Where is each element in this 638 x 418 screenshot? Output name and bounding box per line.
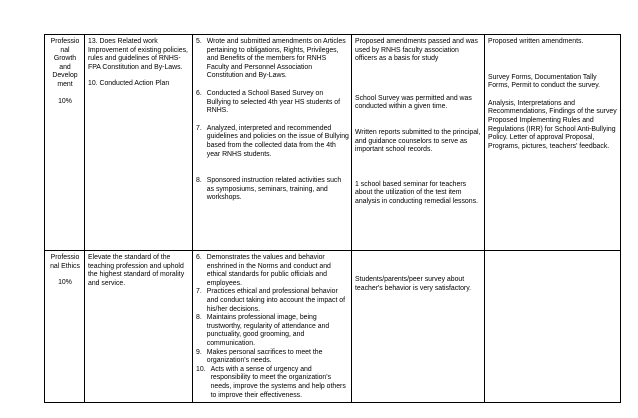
objective-text: 10. Conducted Action Plan	[88, 80, 170, 88]
area-cell	[45, 35, 85, 251]
activities-cell	[193, 35, 352, 251]
evidence-text: Proposed written amendments.	[488, 38, 584, 45]
activity-number: 7.	[196, 124, 202, 132]
area-text: and	[59, 63, 71, 71]
activity-number: 6.	[196, 89, 202, 97]
results-cell	[352, 251, 485, 403]
area-text: ment	[57, 80, 73, 88]
area-cell	[45, 251, 85, 403]
activity-number: 10.	[196, 365, 206, 373]
objectives-cell	[85, 35, 193, 251]
result-text: Students/parents/peer survey about teacher's behavior is very satisfactory.	[355, 276, 472, 292]
activity-item	[196, 125, 349, 159]
area-text: Professio	[50, 38, 80, 45]
performance-table	[44, 34, 621, 403]
area-text: Growth	[53, 55, 77, 63]
result-text: Proposed amendments passed and was used by RNHS faculty association officers as a basis for study	[355, 38, 478, 63]
activity-item	[196, 349, 349, 366]
area-text: Develop	[52, 72, 78, 80]
results-cell	[352, 35, 485, 251]
activity-item	[196, 38, 349, 81]
objectives-cell	[85, 251, 193, 403]
result-text: 1 school based seminar for teachers about the utilization of the test item analysis in conducting remedial lessons.	[355, 180, 478, 205]
evidence-cell	[485, 35, 621, 251]
weight-percent: 10%	[58, 97, 72, 105]
activity-item	[196, 254, 349, 288]
area-text: Professio	[50, 254, 80, 261]
activity-text: Sponsored instruction related activities such as symposiums, seminars, training, and workshops.	[206, 177, 342, 202]
activity-text: Conducted a School Based Survey on Bullying to selected 4th year HS students of RNHS.	[206, 89, 341, 115]
activity-item	[196, 314, 349, 348]
activity-number: 8.	[196, 177, 202, 185]
activity-number: 5.	[196, 38, 202, 45]
evidence-cell	[485, 251, 621, 403]
activity-item	[196, 288, 349, 314]
objective-text: 13. Does Related work Improvement of existing policies, rules and guidelines of RNHS-FPA Constitution and By-Laws.	[88, 38, 188, 71]
activity-number: 6.	[196, 254, 202, 261]
activity-text: Makes personal sacrifices to meet the organization's needs.	[206, 348, 323, 365]
activity-item	[196, 90, 349, 116]
objective-text: Elevate the standard of the teaching profession and uphold the highest standard of morality and service.	[88, 254, 185, 287]
activity-number: 9.	[196, 348, 202, 356]
table-row	[45, 251, 621, 403]
activity-number: 7.	[196, 288, 202, 296]
activity-text: Practices ethical and professional behavior and conduct taking into account the impact of his/her decisions.	[206, 288, 346, 313]
activity-text: Wrote and submitted amendments on Articles pertaining to obligations, Rights, Privileges, and Benefits of the members for RNHS Faculty and Personnel Association Constitution and By-Laws.	[206, 38, 346, 80]
activity-number: 8.	[196, 314, 202, 322]
activity-text: Analyzed, interpreted and recommended guidelines and policies on the issue of Bullying based from the collected data from the 4th year RNHS students.	[206, 124, 349, 158]
activity-text: Demonstrates the values and behavior enshrined in the Norms and conduct and ethical standards for public officials and employees.	[206, 254, 331, 287]
area-text: nal	[60, 46, 70, 54]
table-row	[45, 35, 621, 251]
result-text: Written reports submitted to the principal, and guidance counselors to serve as important school records.	[355, 128, 481, 154]
activity-item	[196, 366, 349, 400]
activity-item	[196, 177, 349, 203]
activity-text: Acts with a sense of urgency and responsibility to meet the organization's needs, improve the systems and help others to improve their effectiveness.	[210, 365, 346, 399]
activity-text: Maintains professional image, being trustworthy, regularity of attendance and punctuality, good grooming, and communication.	[206, 314, 330, 347]
weight-percent: 10%	[58, 279, 72, 287]
evidence-text: Analysis, Interpretations and Recommendations, Findings of the survey Proposed Implementing Rules and Regulations (IRR) for School Anti-Bullying Policy. Letter of approval Proposal, Programs, pictures, teachers' feedback.	[488, 99, 617, 150]
evidence-text: Survey Forms, Documentation Tally Forms, Permit to conduct the survey.	[488, 73, 601, 90]
result-text: School Survey was permitted and was conducted within a given time.	[355, 94, 472, 111]
area-text: nal Ethics	[50, 262, 80, 270]
activities-cell	[193, 251, 352, 403]
